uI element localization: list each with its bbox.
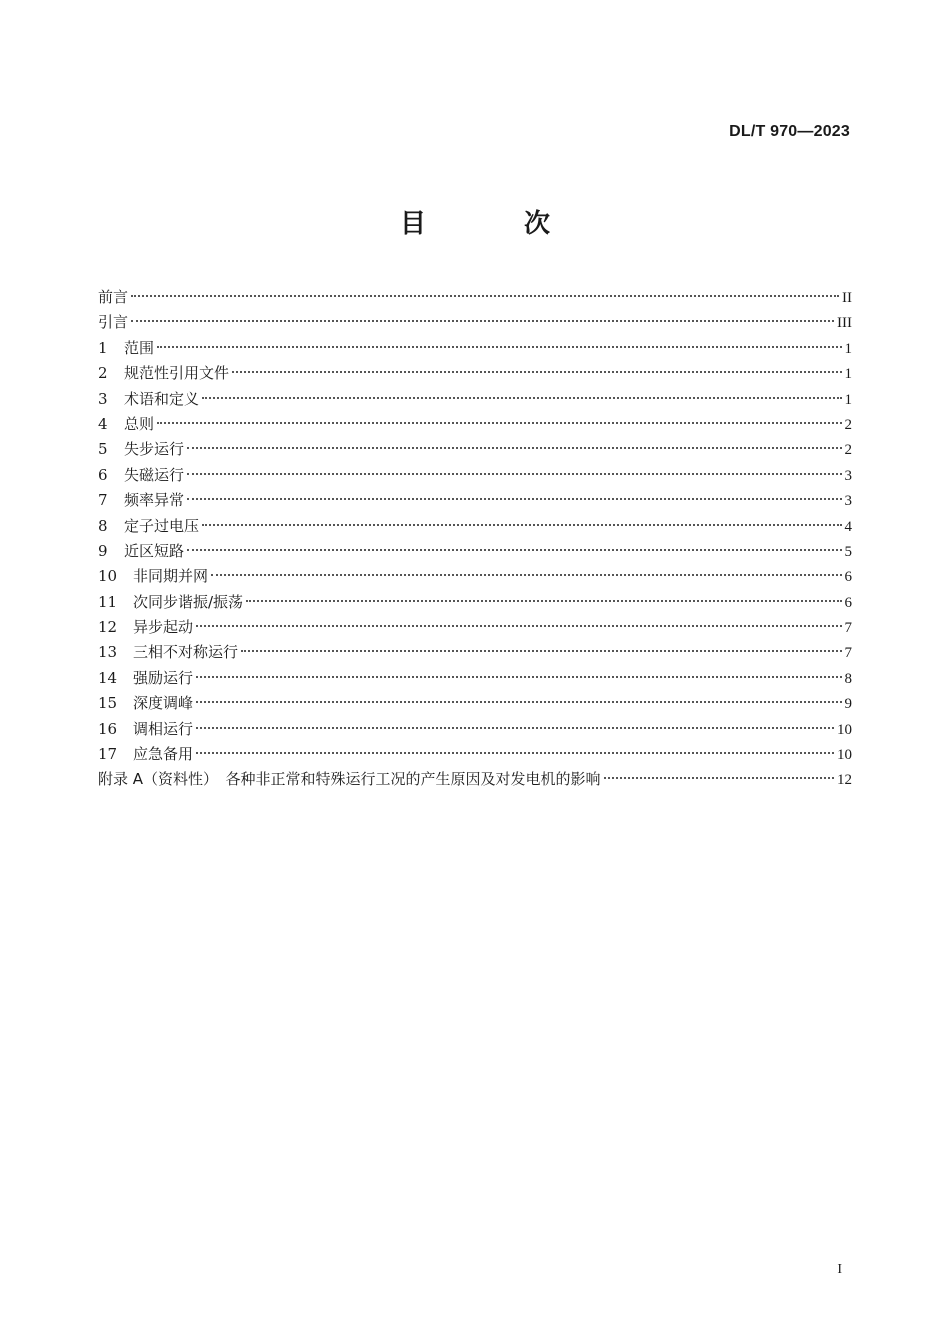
toc-entry-number: 15 xyxy=(98,694,118,713)
toc-entry-label: 引言 xyxy=(98,313,129,332)
dot-leader xyxy=(211,574,841,576)
toc-entry-number: 1 xyxy=(98,338,108,357)
toc-entry-page: 7 xyxy=(844,620,852,637)
toc-entry[interactable] xyxy=(98,691,852,716)
dot-leader xyxy=(196,701,841,703)
toc-entry[interactable] xyxy=(98,640,852,665)
toc-entry-number: 3 xyxy=(98,389,108,408)
dot-leader xyxy=(131,320,834,322)
toc-entry-number: 17 xyxy=(98,745,118,764)
toc-entry[interactable] xyxy=(98,361,852,386)
toc-entry-label: 强励运行 xyxy=(133,668,194,687)
toc-entry[interactable] xyxy=(98,564,852,589)
toc-entry-page: 7 xyxy=(844,645,852,662)
toc-entry-page: 10 xyxy=(837,721,852,738)
toc-entry[interactable] xyxy=(98,742,852,767)
toc-entry-number: 10 xyxy=(98,567,118,586)
dot-leader xyxy=(187,549,841,551)
toc-entry-label: 范围 xyxy=(124,338,155,357)
standard-code: DL/T 970—2023 xyxy=(729,123,850,140)
toc-entry-page: 1 xyxy=(844,340,852,357)
toc-entry[interactable] xyxy=(98,666,852,691)
page-number: I xyxy=(837,1262,842,1277)
dot-leader xyxy=(232,371,841,373)
toc-entry-label: 调相运行 xyxy=(133,719,194,738)
toc-entry-label: 前言 xyxy=(98,288,129,306)
page-title: 目 次 xyxy=(399,209,586,239)
toc-entry-page: III xyxy=(837,315,852,332)
dot-leader xyxy=(157,346,841,348)
toc-entry-page: 8 xyxy=(844,670,852,687)
toc-entry[interactable] xyxy=(98,387,852,412)
toc-entry-page: 12 xyxy=(837,772,852,789)
toc-entry-page: 5 xyxy=(844,543,852,560)
toc-entry[interactable] xyxy=(98,488,852,513)
toc-entry-page: 1 xyxy=(844,366,852,383)
toc-entry[interactable] xyxy=(98,412,852,437)
toc-entry[interactable] xyxy=(98,514,852,539)
toc-entry-label: 总则 xyxy=(124,414,155,433)
toc-entry-label: 失磁运行 xyxy=(124,465,185,484)
dot-leader xyxy=(187,498,841,500)
toc-entry-page: 6 xyxy=(844,569,852,586)
toc-entry[interactable] xyxy=(98,437,852,462)
toc-entry-page: 9 xyxy=(844,696,852,713)
toc-entry-page: 1 xyxy=(844,391,852,408)
toc-entry[interactable] xyxy=(98,336,852,361)
toc-entry-number: 2 xyxy=(98,364,108,383)
toc-entry[interactable] xyxy=(98,590,852,615)
toc-entry[interactable] xyxy=(98,310,852,335)
dot-leader xyxy=(196,727,834,729)
toc-entry-page: 4 xyxy=(844,518,852,535)
dot-leader xyxy=(187,447,841,449)
toc-entry-number: 6 xyxy=(98,465,108,484)
toc-entry-page: 6 xyxy=(844,594,852,611)
dot-leader xyxy=(157,422,841,424)
toc-entry-label: 次同步谐振/振荡 xyxy=(133,592,244,611)
dot-leader xyxy=(202,397,841,399)
toc-entry-label: 深度调峰 xyxy=(133,694,194,713)
dot-leader xyxy=(241,650,841,652)
toc-entry-number: 14 xyxy=(98,668,118,687)
dot-leader xyxy=(246,600,841,602)
toc-entry[interactable] xyxy=(98,717,852,742)
toc-entry-label: 频率异常 xyxy=(124,491,185,510)
toc-entry-page: 3 xyxy=(844,467,852,484)
toc-entry-label: 非同期并网 xyxy=(133,567,209,586)
dot-leader xyxy=(187,473,841,475)
toc-entry-number: 11 xyxy=(98,592,118,611)
toc-entry-label: 应急备用 xyxy=(133,745,194,764)
toc-entry-number: 7 xyxy=(98,491,108,510)
toc-entry-page: 2 xyxy=(844,416,852,433)
toc-entry[interactable] xyxy=(98,767,852,792)
toc-entry-number: 16 xyxy=(98,719,118,738)
toc-entry-label: 附录 A（资料性） 各种非正常和特殊运行工况的产生原因及对发电机的影响 xyxy=(98,770,601,789)
toc-entry-label: 术语和定义 xyxy=(124,389,200,408)
toc-entry-number: 9 xyxy=(98,541,108,560)
toc-entry[interactable] xyxy=(98,615,852,640)
toc-entry-page: 3 xyxy=(844,493,852,510)
toc-entry-page: 2 xyxy=(844,442,852,459)
toc-entry-number: 4 xyxy=(98,414,108,433)
toc-entry[interactable] xyxy=(98,539,852,564)
dot-leader xyxy=(196,752,834,754)
table-of-contents xyxy=(98,285,852,793)
toc-entry-number: 5 xyxy=(98,440,108,459)
toc-entry-label: 近区短路 xyxy=(124,541,185,560)
dot-leader xyxy=(131,295,839,297)
toc-entry-label: 定子过电压 xyxy=(124,516,200,535)
toc-entry[interactable] xyxy=(98,463,852,488)
toc-entry-label: 规范性引用文件 xyxy=(124,364,230,383)
toc-entry[interactable] xyxy=(98,285,852,310)
toc-entry-number: 8 xyxy=(98,516,108,535)
dot-leader xyxy=(196,625,841,627)
toc-entry-label: 失步运行 xyxy=(124,440,185,459)
dot-leader xyxy=(196,676,841,678)
toc-entry-label: 三相不对称运行 xyxy=(133,643,239,662)
dot-leader xyxy=(202,524,841,526)
dot-leader xyxy=(604,777,834,779)
toc-entry-page: 10 xyxy=(837,747,852,764)
toc-entry-label: 异步起动 xyxy=(133,618,194,637)
toc-entry-number: 13 xyxy=(98,643,118,662)
toc-entry-number: 12 xyxy=(98,618,118,637)
toc-entry-page: II xyxy=(842,290,852,306)
